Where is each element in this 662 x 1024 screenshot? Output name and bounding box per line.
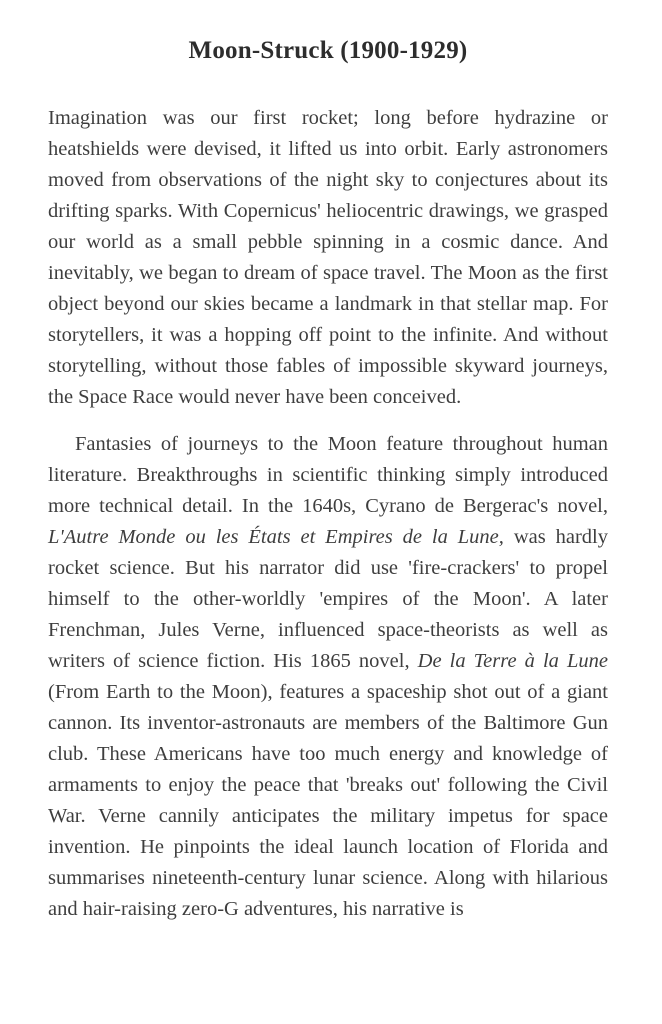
book-title-italic: De la Terre à la Lune [417, 650, 608, 672]
body-paragraph-2 [48, 429, 608, 925]
text-run: Fantasies of journeys to the Moon feature throughout human literature. Breakthroughs in scientific thinking simply introduced more technical detail. In the 1640s, Cyrano de Bergerac's novel, [48, 433, 608, 517]
body-paragraph-1 [48, 103, 608, 413]
text-run: was hardly rocket science. But his narrator did use 'fire-crackers' to propel himself to the other-worldly 'empires of the Moon'. A later Frenchman, Jules Verne, influenced space-theorists as well as writers of science fiction. His 1865 novel, [48, 526, 608, 672]
text-run: (From Earth to the Moon), features a spaceship shot out of a giant cannon. Its inventor-astronauts are members of the Baltimore Gun club. These Americans have too much energy and knowledge of armaments to enjoy the peace that 'breaks out' following the Civil War. Verne cannily anticipates the military impetus for space invention. He pinpoints the ideal launch location of Florida and summarises nineteenth-century lunar science. Along with hilarious and hair-raising zero-G adventures, his narrative is [48, 681, 608, 920]
chapter-title: Moon-Struck (1900-1929) [188, 37, 468, 64]
book-title-italic: L'Autre Monde ou les États et Empires de la Lune, [48, 526, 504, 548]
text-run: Imagination was our first rocket; long before hydrazine or heatshields were devised, it lifted us into orbit. Early astronomers moved from observations of the night sky to conjectures about its drifting sparks. With Copernicus' heliocentric drawings, we grasped our world as a small pebble spinning in a cosmic dance. And inevitably, we began to dream of space travel. The Moon as the first object beyond our skies became a landmark in that stellar map. For storytellers, it was a hopping off point to the infinite. And without storytelling, without those fables of impossible skyward journeys, the Space Race would never have been conceived. [48, 107, 608, 408]
